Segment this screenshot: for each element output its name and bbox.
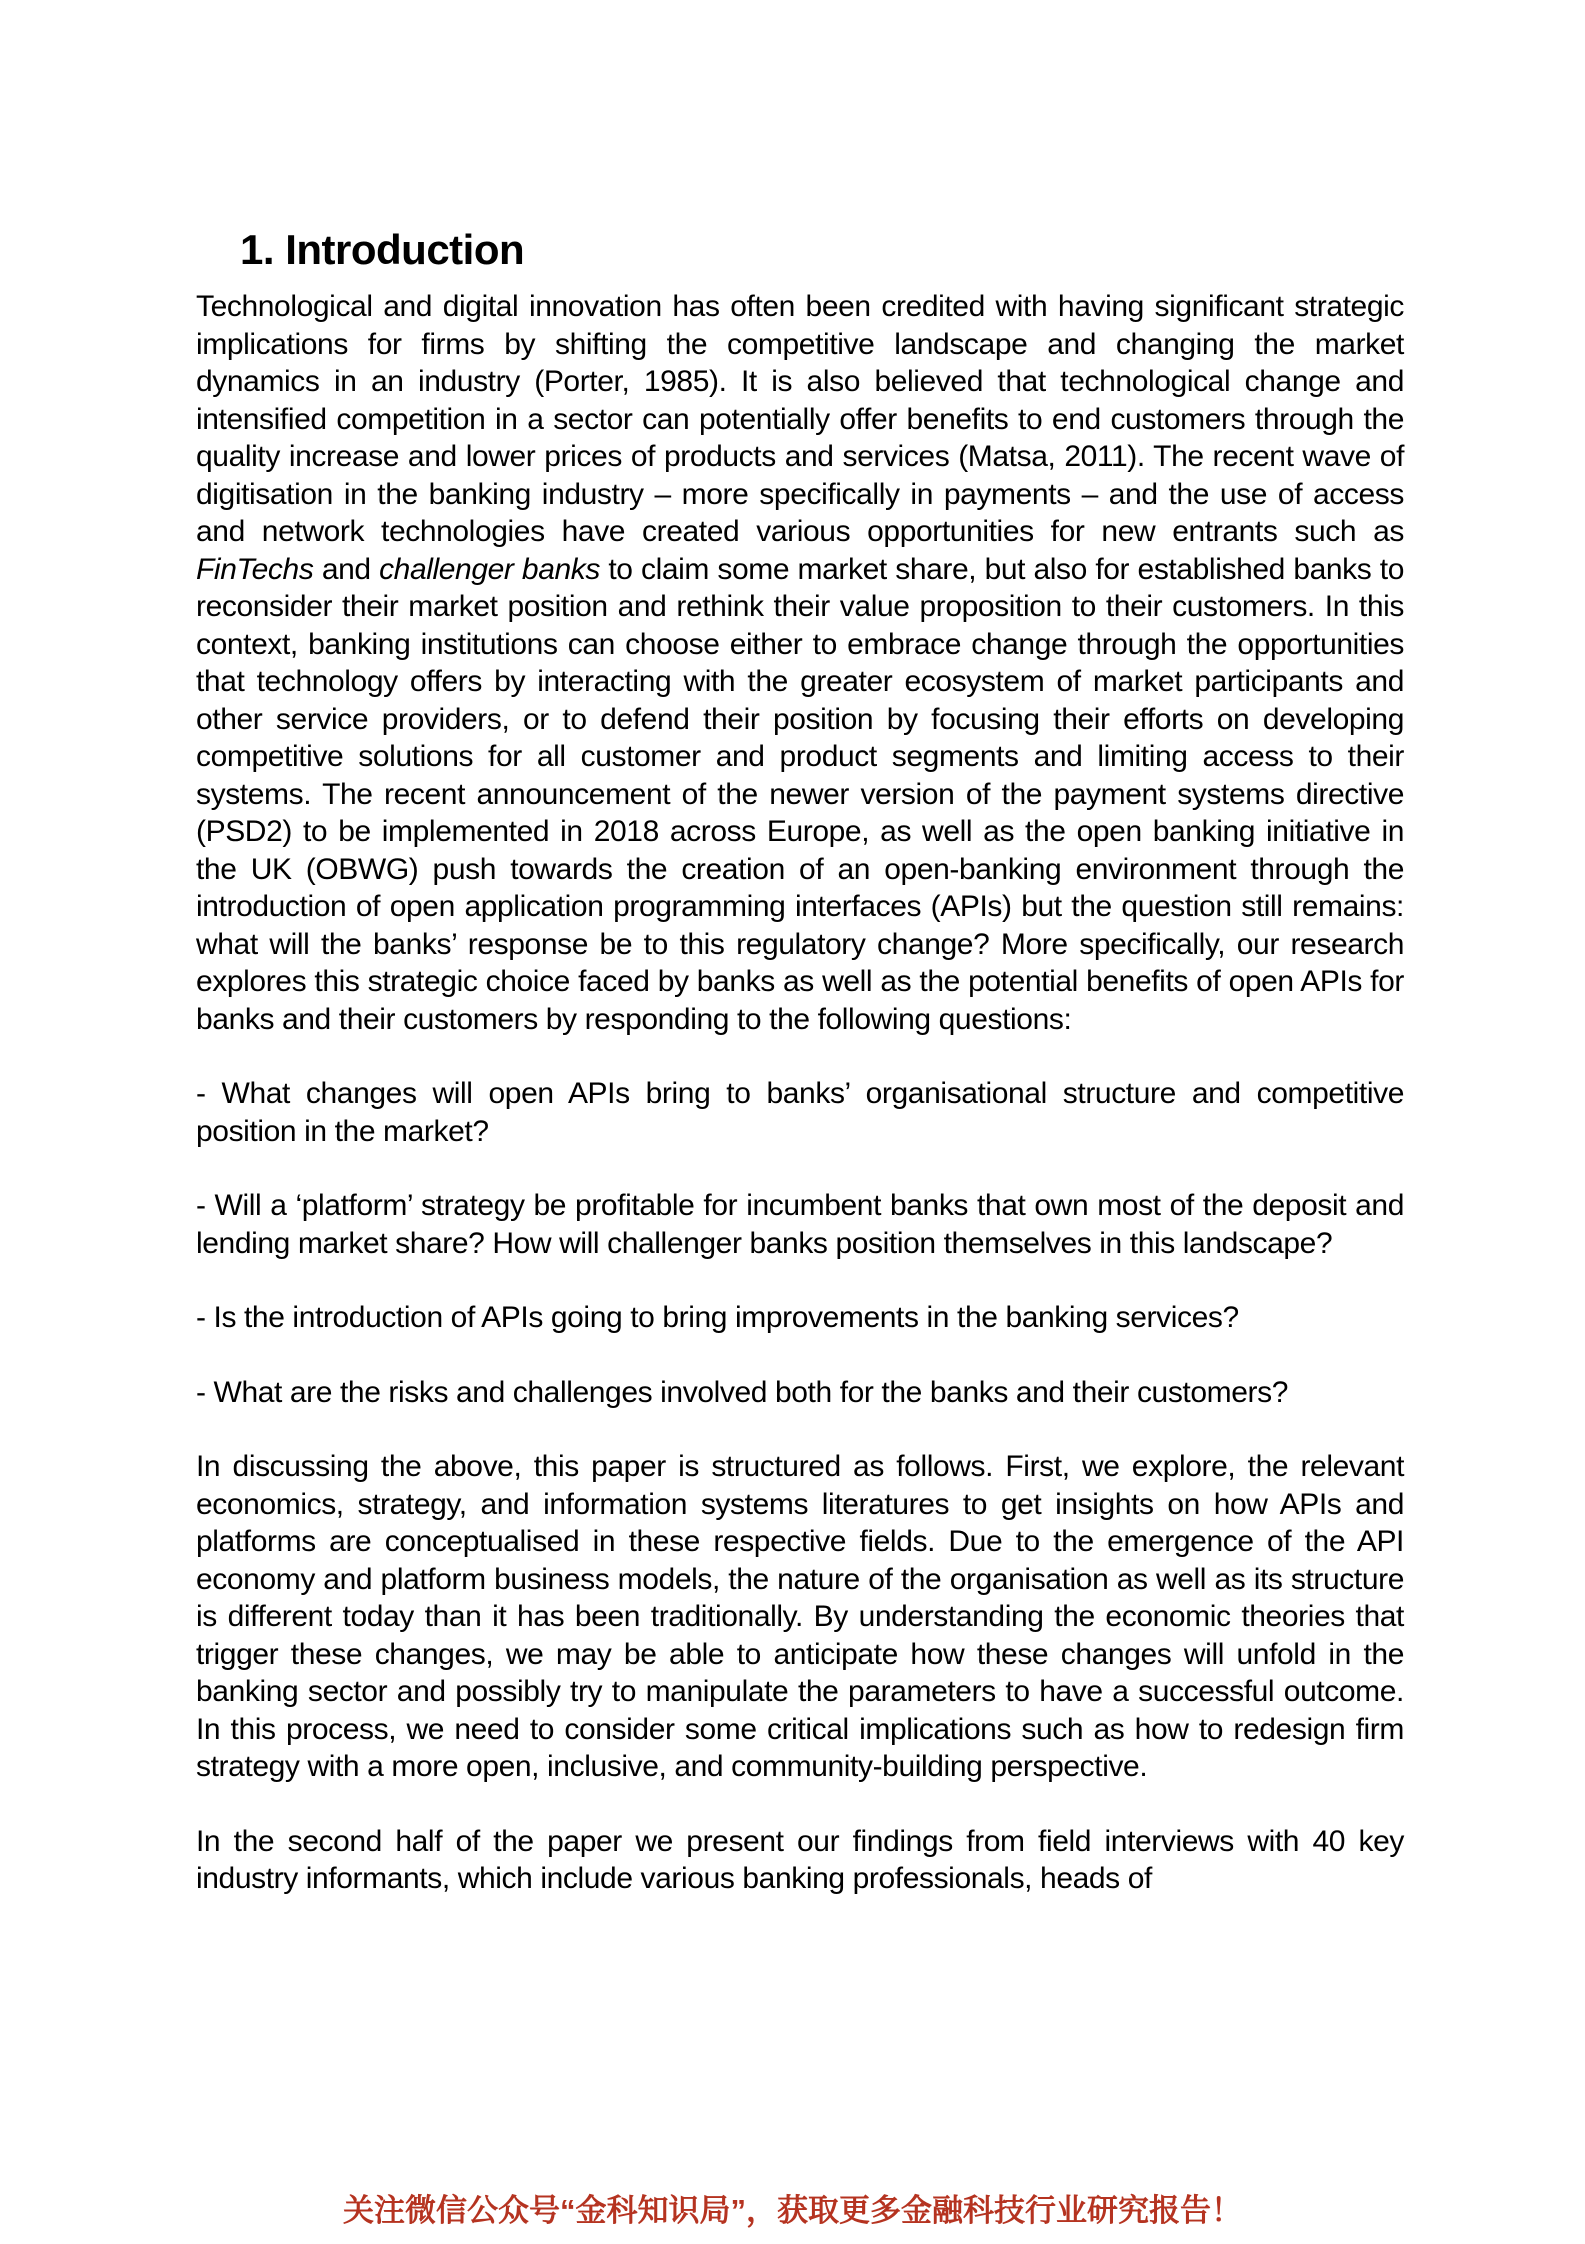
- structure-paragraph: In discussing the above, this paper is structured as follows. First, we explore, the relevant economics, strategy, and information systems literatures to get insights on how APIs and platforms are conceptualised in these respective fields. Due to the emergence of the API economy and platform business models, the nature of the organisation as well as its structure is different today than it has been traditionally. By understanding the economic theories that trigger these changes, we may be able to anticipate how these changes will unfold in the banking sector and possibly try to manipulate the parameters to have a successful outcome. In this process, we need to consider some critical implications such as how to redesign firm strategy with a more open, inclusive, and community-building perspective.: [196, 1450, 1404, 1784]
- fintechs-italic-term: FinTechs: [196, 552, 314, 586]
- intro-paragraph-text: to claim some market share, but also for established banks to reconsider their market position and rethink their value proposition to their customers. In this context, banking institutions can choose either to embrace change through the opportunities that technology offers by interacting with the greater ecosystem of market participants and other service providers, or to defend their position by focusing their efforts on developing competitive solutions for all customer and product segments and limiting access to their systems. The recent announcement of the newer version of the payment systems directive (PSD2) to be implemented in 2018 across Europe, as well as the open banking initiative in the UK (OBWG) push towards the creation of an open-banking environment through the introduction of open application programming interfaces (APIs) but the question still remains: what will the banks’ response be to this regulatory change? More specifically, our research explores this strategic choice faced by banks as well as the potential benefits of open APIs for banks and their customers by responding to the following questions:: [196, 552, 1404, 1036]
- wechat-promo-footer: 关注微信公众号“金科知识局”，获取更多金融科技行业研究报告！: [343, 2193, 1242, 2228]
- intro-paragraph: [196, 288, 1404, 1038]
- challenger-banks-italic-term: challenger banks: [379, 552, 600, 586]
- research-question-3: - Is the introduction of APIs going to bring improvements in the banking services?: [196, 1301, 1239, 1335]
- section-heading: 1. Introduction: [240, 226, 525, 273]
- intro-paragraph-text: Technological and digital innovation has often been credited with having significant strategic implications for firms by shifting the competitive landscape and changing the market dynamics in an industry (Porter, 1985). It is also believed that technological change and intensified competition in a sector can potentially offer benefits to end customers through the quality increase and lower prices of products and services (Matsa, 2011). The recent wave of digitisation in the banking industry – more specifically in payments – and the use of access and network technologies have created various opportunities for new entrants such as: [196, 290, 1404, 549]
- research-question-1: - What changes will open APIs bring to banks’ organisational structure and competitive position in the market?: [196, 1077, 1404, 1148]
- intro-paragraph-text: and: [313, 552, 380, 586]
- page-content: [196, 226, 1404, 1935]
- findings-paragraph: In the second half of the paper we present our findings from field interviews with 40 key industry informants, which include various banking professionals, heads of: [196, 1824, 1404, 1896]
- research-question-2: - Will a ‘platform’ strategy be profitable for incumbent banks that own most of the deposit and lending market share? How will challenger banks position themselves in this landscape?: [196, 1189, 1404, 1260]
- research-question-4: - What are the risks and challenges involved both for the banks and their customers?: [196, 1375, 1289, 1409]
